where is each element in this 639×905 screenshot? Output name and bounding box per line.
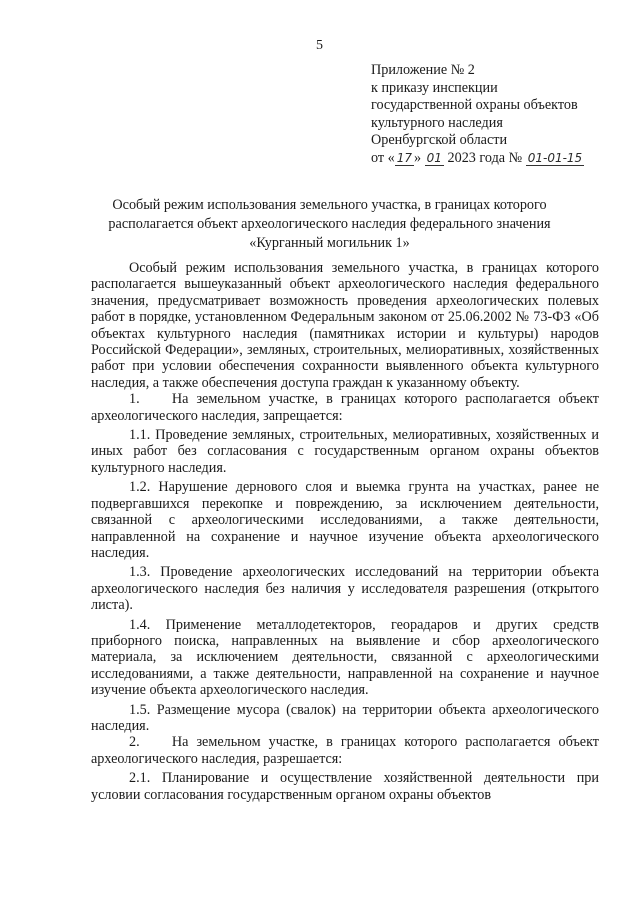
handwritten-month: 01 bbox=[426, 150, 442, 165]
title-line-3: «Курганный могильник 1» bbox=[249, 235, 410, 251]
document-title bbox=[60, 196, 599, 253]
date-year: 2023 года № bbox=[447, 149, 523, 166]
section-2-1: 2.1. Планирование и осуществление хозяйственной деятельности при условии согласования государственным органом охраны объектов bbox=[91, 770, 599, 803]
section-2: 2. На земельном участке, в границах которого располагается объект археологического наследия, разрешается: bbox=[91, 734, 599, 767]
handwritten-day: 17 bbox=[396, 150, 413, 165]
section-1-2: 1.2. Нарушение дернового слоя и выемка грунта на участках, ранее не подвергавшихся перекопке и повреждению, за исключением деятельности, связанной с археологическими исследованиями, а также деятельности, направленной на сохранение и научное изучение объекта археологического наследия. bbox=[91, 479, 599, 561]
appendix-header bbox=[371, 62, 621, 167]
handwritten-order-number: 01-01-15 bbox=[527, 150, 583, 165]
page-number: 5 bbox=[316, 38, 323, 53]
appendix-region: Оренбургской области bbox=[371, 132, 508, 148]
section-1-1: 1.1. Проведение земляных, строительных, мелиоративных, хозяйственных и иных работ без согласования с государственным органом охраны объектов культурного наследия. bbox=[91, 427, 599, 476]
section-1-5: 1.5. Размещение мусора (свалок) на территории объекта археологического наследия. bbox=[91, 701, 599, 734]
document-body bbox=[91, 260, 599, 803]
appendix-authority-2: культурного наследия bbox=[371, 114, 503, 131]
appendix-date-line bbox=[371, 150, 621, 168]
date-quote: » bbox=[414, 149, 422, 166]
section-1: 1. На земельном участке, в границах которого располагается объект археологического наследия, запрещается: bbox=[91, 391, 599, 424]
title-line-2: располагается объект археологического наследия федерального значения bbox=[108, 216, 551, 232]
section-1-4: 1.4. Применение металлодетекторов, георадаров и других средств приборного поиска, направленных на выявление и сбор археологического материала, за исключением деятельности, связанной с археологическими исследованиями, а также деятельности, направленной на сохранение и научное изучение объекта археологического наследия. bbox=[91, 616, 599, 699]
appendix-title: Приложение № 2 bbox=[371, 62, 475, 78]
appendix-authority-1: государственной охраны объектов bbox=[371, 97, 578, 113]
title-line-1: Особый режим использования земельного участка, в границах которого bbox=[112, 197, 547, 213]
date-prefix: от « bbox=[371, 149, 395, 166]
section-1-3: 1.3. Проведение археологических исследований на территории объекта археологического наследия без наличия у исследователя разрешения (открытого листа). bbox=[91, 564, 599, 614]
appendix-order-ref: к приказу инспекции bbox=[371, 79, 498, 96]
intro-paragraph: Особый режим использования земельного участка, в границах которого располагается вышеуказанный объект археологического наследия федерального значения, предусматривает возможность проведения археологических полевых работ в порядке, установленном Федеральным законом от 25.06.2002 № 73-ФЗ «Об объектах культурного наследия (памятниках истории и культуры) народов Российской Федерации», земляных, строительных, мелиоративных, хозяйственных работ при условии обеспечения сохранности выявленного объекта культурного наследия, а также обеспечения доступа граждан к указанному объекту. bbox=[91, 260, 599, 391]
